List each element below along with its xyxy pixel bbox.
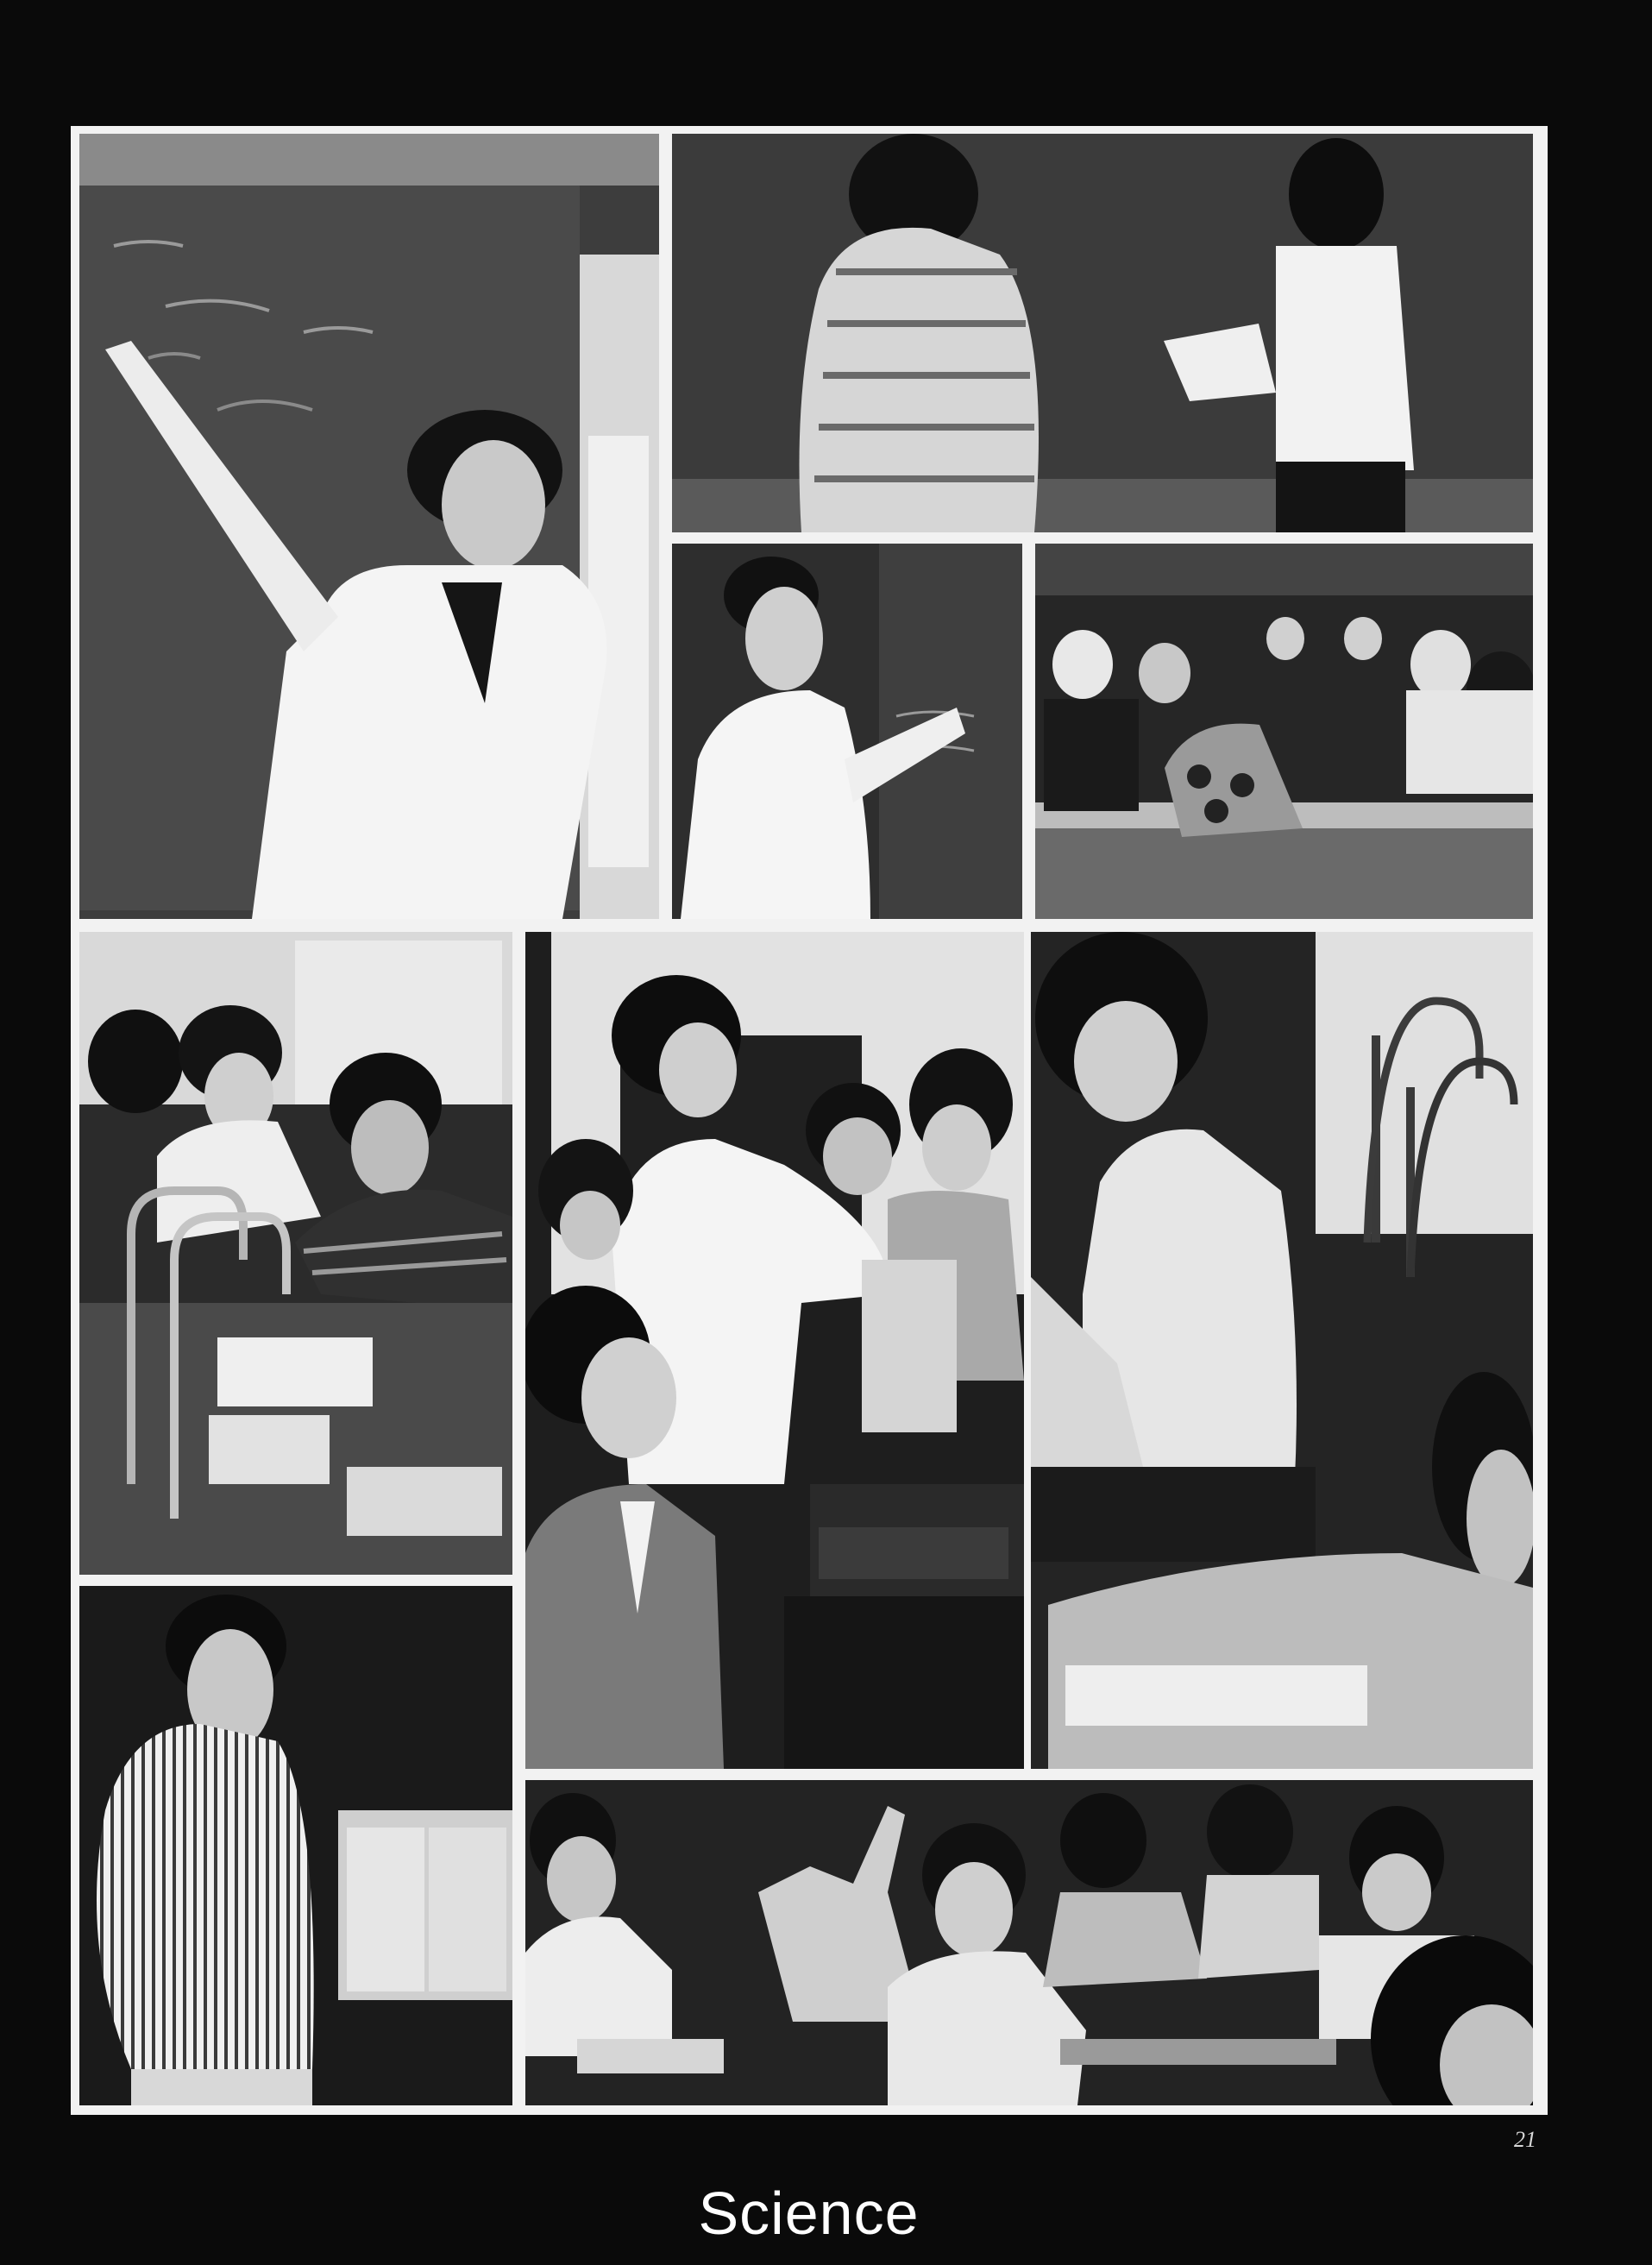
photo-student-lab-bench <box>1031 932 1533 1769</box>
photo-teacher-glasses-chalkboard <box>672 544 1022 919</box>
photo-students-lab-faucets <box>79 932 512 1575</box>
photo-group-lab-experiment <box>525 932 1024 1769</box>
photo-class-raising-hand <box>525 1780 1533 2105</box>
page-number: 21 <box>1514 2127 1536 2152</box>
section-title: Science <box>698 2180 920 2247</box>
photo-teacher-striped-shirt <box>79 1586 512 2105</box>
photo-two-students-at-board <box>672 134 1533 532</box>
photo-teacher-woman-chalkboard <box>79 134 659 919</box>
photo-classroom-lab-desks <box>1035 544 1533 919</box>
